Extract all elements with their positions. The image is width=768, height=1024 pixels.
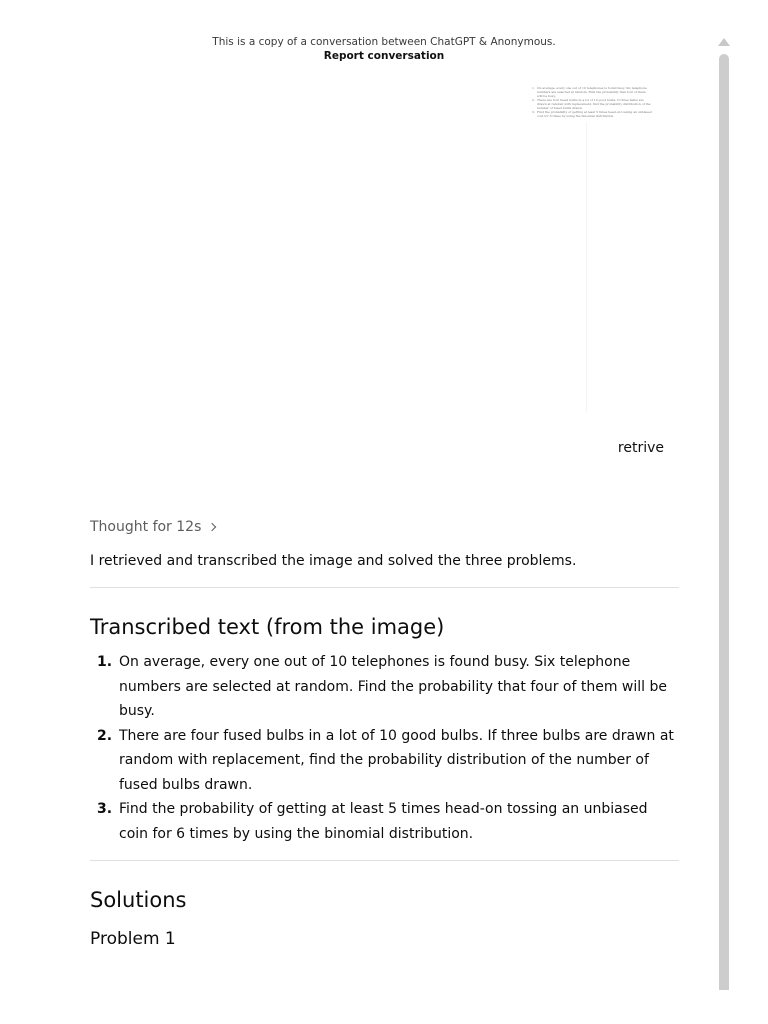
assistant-message [90,516,679,951]
transcribed-heading: Transcribed text (from the image) [90,615,445,639]
thought-label: Thought for 12s [90,519,202,535]
thought-toggle[interactable] [90,517,215,537]
arrow-up-icon[interactable] [718,38,730,46]
section-divider [90,587,679,588]
image-text-number: 3. [532,110,535,114]
scrollbar-thumb[interactable] [719,54,729,990]
section-divider [90,860,679,861]
image-text-content: There are four fused bulbs in a lot of 10 good bulbs. If three bulbs are drawn at random with replacement, find the probability distribution of the number of fused bulbs drawn. [537,98,651,110]
problem-text: There are four fused bulbs in a lot of 10 good bulbs. If three bulbs are drawn at random with replacement, find the probability distribution of the number of fused bulbs drawn. [119,727,674,793]
problem-list [90,650,679,846]
assistant-intro: I retrieved and transcribed the image and solved the three problems. [90,553,577,569]
problem-item [90,650,679,724]
shared-conversation-notice: This is a copy of a conversation between ChatGPT & Anonymous. [212,36,556,48]
chevron-right-icon [208,523,216,531]
image-text-content: Find the probability of getting at least 5 times head-on tossing an unbiased coin for 6 times by using the binomial distribution. [537,110,652,118]
image-text-line [532,86,652,98]
problem-item [90,724,679,798]
image-text-line [532,98,652,110]
problem-item [90,797,679,846]
image-text-content: On average, every one out of 10 telephones is found busy. Six telephone numbers are selected at random. Find the probability that four of them will be busy. [537,86,647,98]
report-conversation-link[interactable]: Report conversation [323,50,445,62]
image-text-number: 1. [532,86,535,90]
solutions-heading: Solutions [90,888,187,912]
user-uploaded-image[interactable] [528,86,652,416]
problem-number: 1. [97,654,113,670]
problem-text: On average, every one out of 10 telephones is found busy. Six telephone numbers are selected at random. Find the probability that four of them will be busy. [119,654,667,719]
problem-text: Find the probability of getting at least 5 times head-on tossing an unbiased coin for 6 times by using the binomial distribution. [119,801,648,842]
vertical-scrollbar[interactable] [718,38,730,990]
image-text-list [528,86,652,118]
image-text-line [532,110,652,118]
user-message: retrive [617,440,664,456]
image-text-number: 2. [532,98,535,102]
image-fold-line [586,122,587,412]
problem-number: 2. [97,727,113,744]
share-banner [0,35,768,63]
problem-1-heading: Problem 1 [90,929,176,949]
problem-number: 3. [97,801,113,817]
